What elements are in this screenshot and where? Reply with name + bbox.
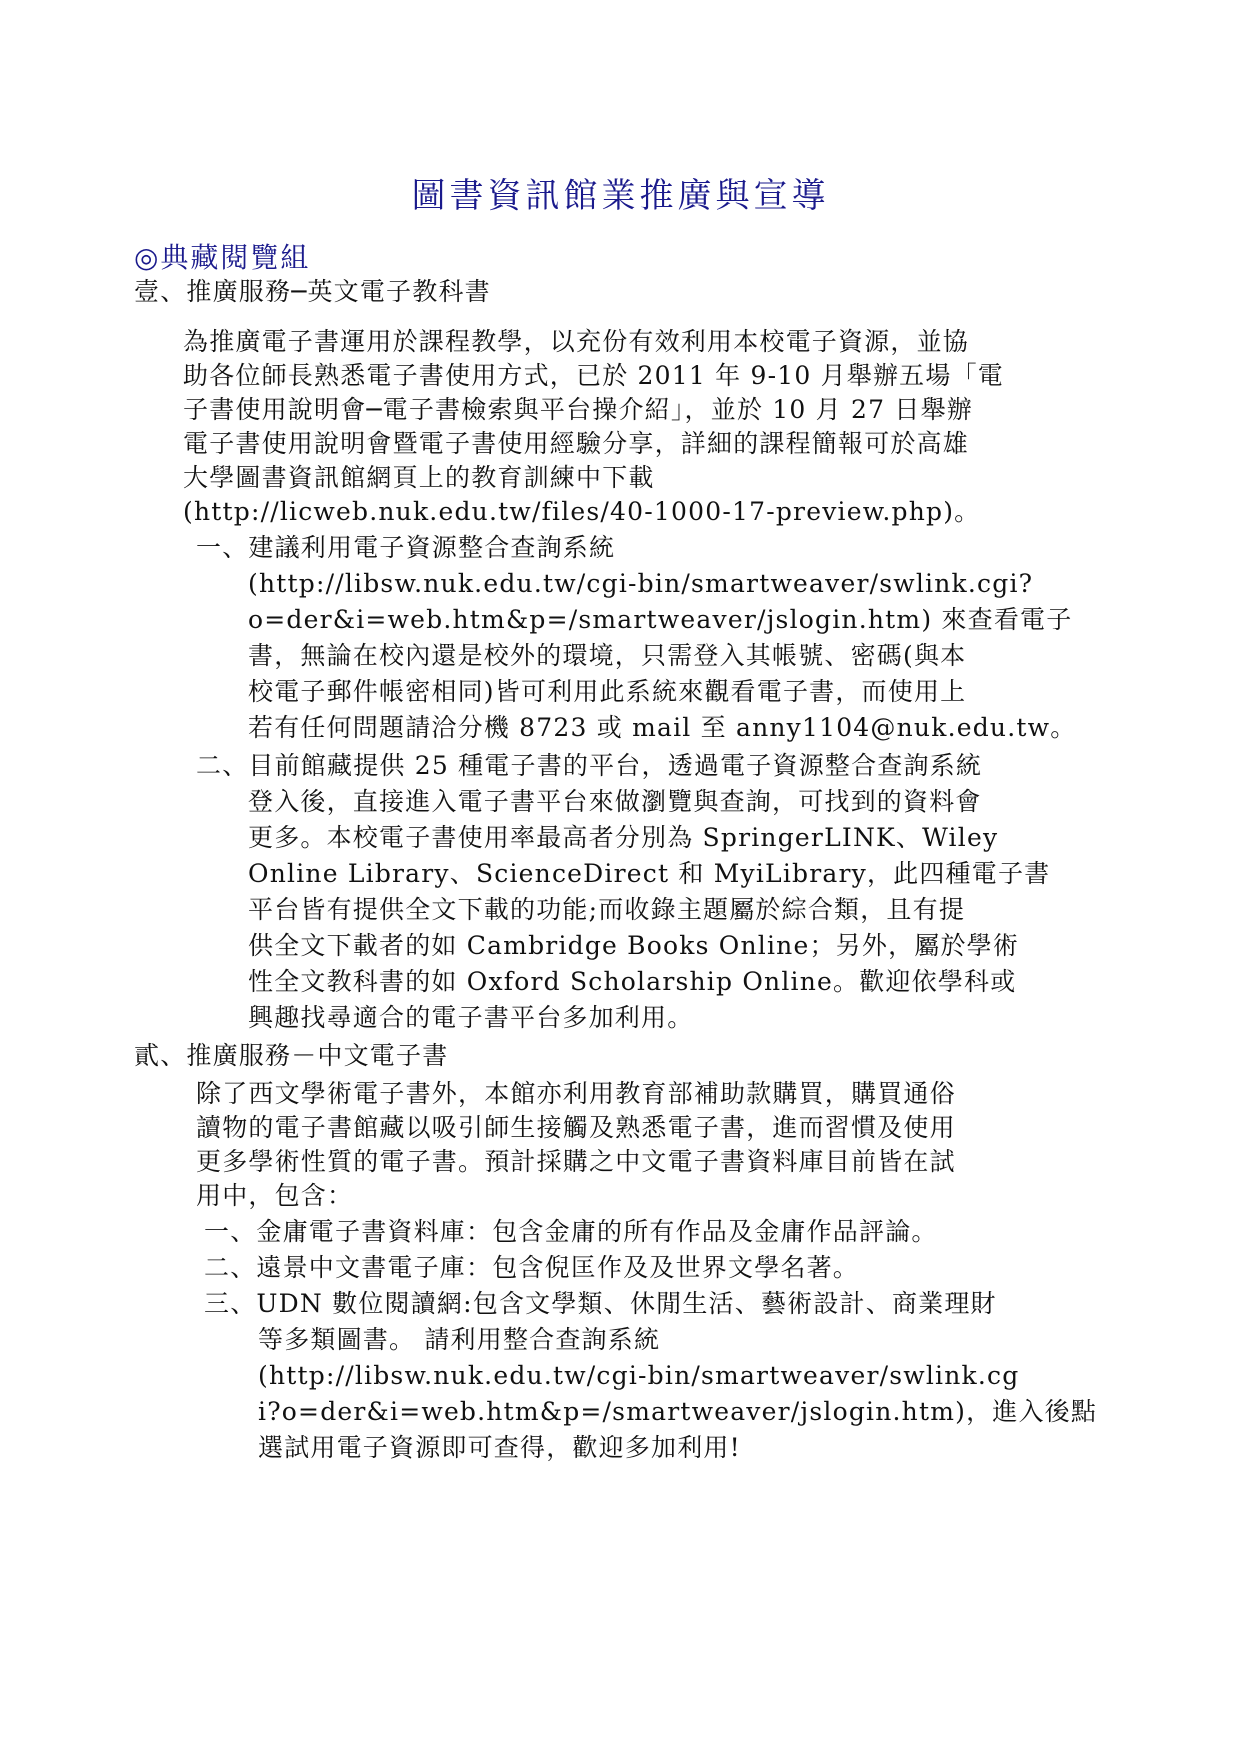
section1-intro-line: 助各位師長熟悉電子書使用方式，已於 2011 年 9-10 月舉辦五場「電 xyxy=(183,361,1004,390)
section1-heading: 壹、推廣服務─英文電子教科書 xyxy=(134,277,491,306)
section2-heading: 貳、推廣服務－中文電子書 xyxy=(134,1041,449,1070)
group-heading: ◎典藏閱覽組 xyxy=(134,241,311,274)
section1-item1-line: o=der&i=web.htm&p=/smartweaver/jslogin.htm) 來查看電子 xyxy=(248,605,1073,634)
section1-intro-line: 子書使用說明會─電子書檢索與平台操介紹」，並於 10 月 27 日舉辦 xyxy=(183,395,973,424)
section1-intro-line: 電子書使用說明會暨電子書使用經驗分享，詳細的課程簡報可於高雄 xyxy=(183,429,970,458)
section2-item3-url: (http://libsw.nuk.edu.tw/cgi-bin/smartweaver/swlink.cg xyxy=(258,1361,1020,1390)
section2-item2: 二、遠景中文書電子庫：包含倪匡作及及世界文學名著。 xyxy=(204,1253,860,1282)
section2-item3-line: 選試用電子資源即可查得，歡迎多加利用! xyxy=(258,1433,741,1462)
section1-item1-line: 校電子郵件帳密相同)皆可利用此系統來觀看電子書，而使用上 xyxy=(248,677,967,706)
section1-item2-line: 登入後，直接進入電子書平台來做瀏覽與查詢，可找到的資料會 xyxy=(248,787,982,816)
section1-item2-line: 二、目前館藏提供 25 種電子書的平台，透過電子資源整合查詢系統 xyxy=(196,751,983,780)
section1-intro-url: (http://licweb.nuk.edu.tw/files/40-1000-17-preview.php)。 xyxy=(183,497,981,526)
section2-intro-line: 用中，包含： xyxy=(196,1181,354,1210)
section1-item1-line: 若有任何問題請洽分機 8723 或 mail 至 anny1104@nuk.edu.tw。 xyxy=(248,713,1077,742)
section1-item2-line: 興趣找尋適合的電子書平台多加利用。 xyxy=(248,1003,694,1032)
section1-item2-line: 更多。本校電子書使用率最高者分別為 SpringerLINK、Wiley xyxy=(248,823,999,852)
section1-item1-line: 一、建議利用電子資源整合查詢系統 xyxy=(196,533,616,562)
section1-item2-line: 性全文教科書的如 Oxford Scholarship Online。歡迎依學科或 xyxy=(248,967,1017,996)
section2-intro-line: 讀物的電子書館藏以吸引師生接觸及熟悉電子書，進而習慣及使用 xyxy=(196,1113,956,1142)
section1-intro-line: 為推廣電子書運用於課程教學，以充份有效利用本校電子資源，並協 xyxy=(183,327,970,356)
section1-item2-line: Online Library、ScienceDirect 和 MyiLibrary，此四種電子書 xyxy=(248,859,1051,888)
section1-item1-line: 書，無論在校內還是校外的環境，只需登入其帳號、密碼(與本 xyxy=(248,641,967,670)
section1-intro-line: 大學圖書資訊館網頁上的教育訓練中下載 xyxy=(183,463,655,492)
section2-item3-line: i?o=der&i=web.htm&p=/smartweaver/jslogin.htm)，進入後點 xyxy=(258,1397,1098,1426)
section2-intro-line: 除了西文學術電子書外，本館亦利用教育部補助款購買，購買通俗 xyxy=(196,1079,956,1108)
section2-item1: 一、金庸電子書資料庫：包含金庸的所有作品及金庸作品評論。 xyxy=(204,1217,938,1246)
section2-item3-line: 三、UDN 數位閱讀網:包含文學類、休閒生活、藝術設計、商業理財 xyxy=(204,1289,997,1318)
section2-intro-line: 更多學術性質的電子書。預計採購之中文電子書資料庫目前皆在試 xyxy=(196,1147,956,1176)
section1-item2-line: 供全文下載者的如 Cambridge Books Online；另外，屬於學術 xyxy=(248,931,1020,960)
section2-item3-line: 等多類圖書。 請利用整合查詢系統 xyxy=(258,1325,661,1354)
section1-item1-url: (http://libsw.nuk.edu.tw/cgi-bin/smartweaver/swlink.cgi? xyxy=(248,569,1034,598)
page-title: 圖書資訊館業推廣與宣導 xyxy=(411,176,830,216)
section1-item2-line: 平台皆有提供全文下載的功能;而收錄主題屬於綜合類，且有提 xyxy=(248,895,966,924)
